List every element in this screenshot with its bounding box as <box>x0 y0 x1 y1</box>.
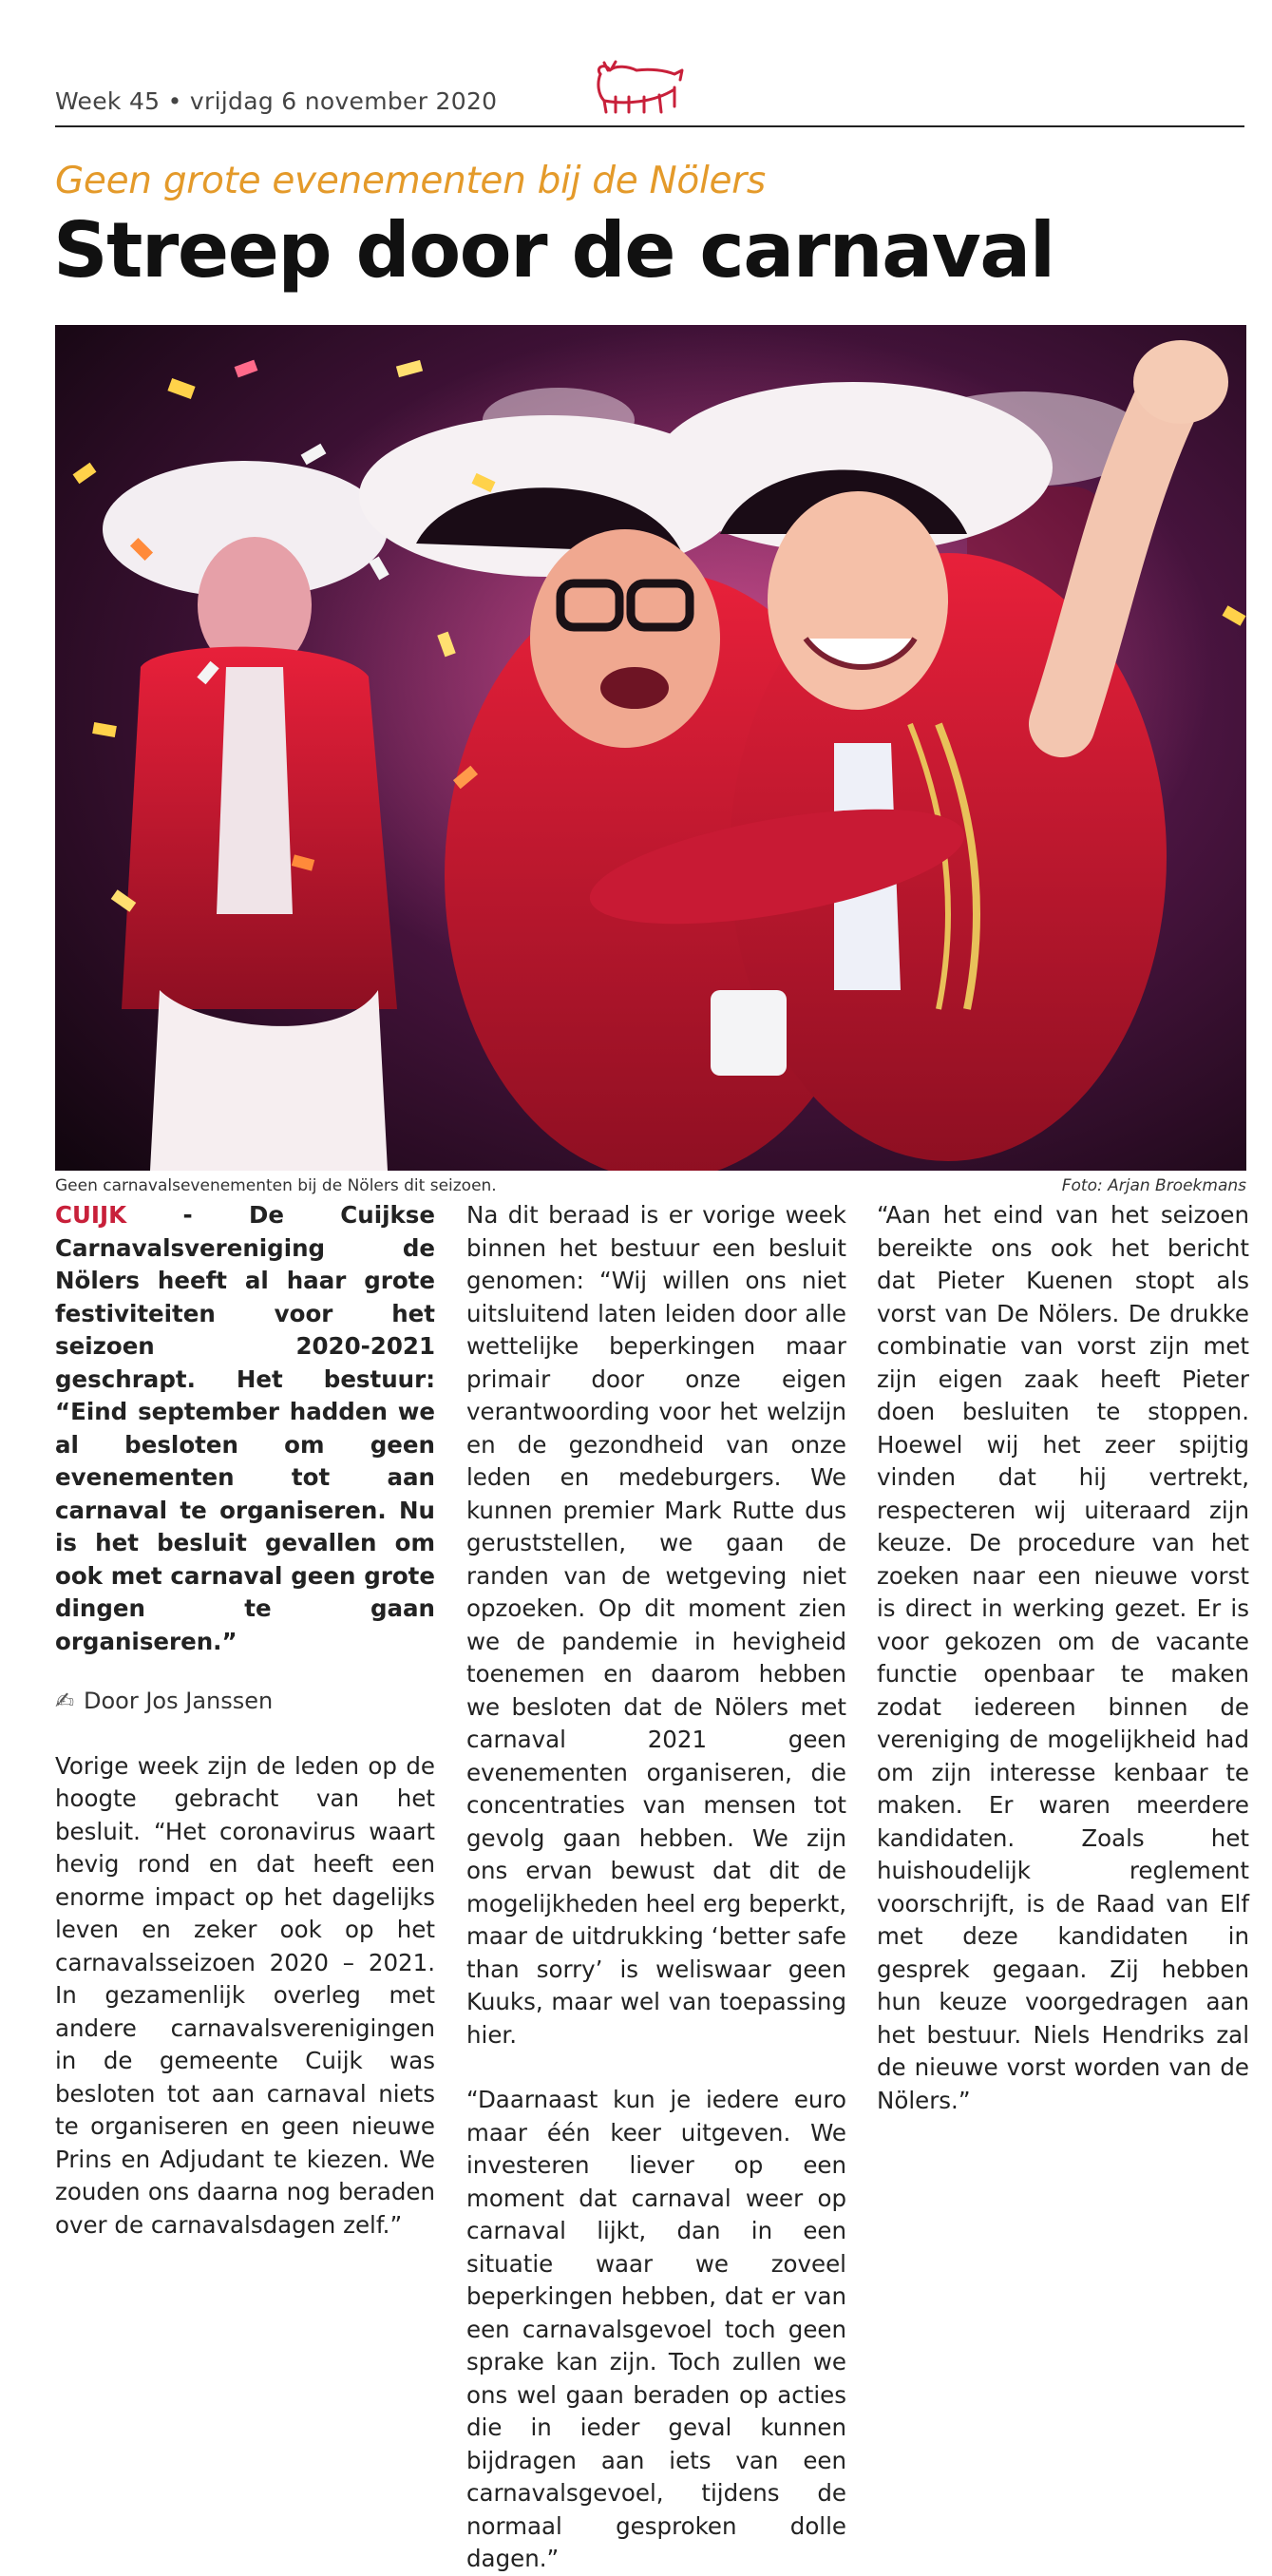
issue-date-line: Week 45 • vrijdag 6 november 2020 <box>55 87 498 115</box>
paragraph: Na dit beraad is er vorige week binnen het bestuur een besluit genomen: “Wij willen ons niet uitsluitend laten leiden door alle wettelijke beperkingen maar primair door onze eigen verantwoording voor het welzijn en de gezondheid van onze leden en medeburgers. We kunnen premier Mark Rutte dus geruststellen, we gaan de randen van de wetgeving niet opzoeken. Op dit moment zien we de pandemie in hevigheid toenemen en daarom hebben we besloten dat de Nölers met carnaval 2021 geen evenementen organiseren, die concentraties van mensen tot gevolg gaan hebben. We zijn ons ervan bewust dat dit de mogelijkheden heel erg beperkt, maar de uitdrukking ‘better safe than sorry’ is weliswaar geen Kuuks, maar wel van toepassing hier. <box>466 1201 846 2049</box>
paragraph: Vorige week zijn de leden op de hoogte gebracht van het besluit. “Het coronavirus waart hevig rond en dat heeft een enorme impact op het dagelijks leven en zeker ook op het carnavalsseizoen 2020 – 2021. In gezamenlijk overleg met andere carnavalsverenigingen in de gemeente Cuijk was besloten tot aan carnaval niets te organiseren en geen nieuwe Prins en Adjudant te kiezen. We zouden ons daarna nog beraden over de carnavalsdagen zelf.” <box>55 1751 435 2239</box>
mascot-horse-logo-icon <box>587 59 692 118</box>
photo-caption: Geen carnavalsevenementen bij de Nölers dit seizoen. <box>55 1176 497 1195</box>
paragraph: “Aan het eind van het seizoen bereikte ons ook het bericht dat Pieter Kuenen stopt als vorst van De Nölers. De drukke combinatie van vorst zijn met zijn eigen zaak heeft Pieter doen besluiten te stoppen. Hoewel wij het zeer spijtig vinden dat hij vertrekt, respecteren wij uiteraard zijn keuze. De procedure van het zoeken naar een nieuwe vorst is direct in werking gezet. Er is voor gekozen om de vacante functie openbaar te maken zodat iedereen binnen de vereniging de mogelijkheid had om zijn interesse kenbaar te maken. Er waren meerdere kandidaten. Zoals het huishoudelijk reglement voorschrijft, is de Raad van Elf met deze kandidaten in gesprek gegaan. Zij hebben hun keuze voorgedragen aan het bestuur. Niels Hendriks zal de nieuwe vorst worden van de Nölers.” <box>877 1201 1249 2114</box>
article-headline: Streep door de carnaval <box>53 206 1054 295</box>
page-header <box>55 84 1244 127</box>
article-kicker: Geen grote evenementen bij de Nölers <box>55 160 766 202</box>
dateline: CUIJK <box>55 1201 127 1229</box>
article-column-2 <box>466 1199 846 2576</box>
carnival-photo-illustration <box>55 325 1246 1171</box>
article-lead <box>55 1199 435 1658</box>
byline <box>55 1685 435 1718</box>
lead-text: - De Cuijkse Carnavalsvereniging de Nölers heeft al haar grote festiviteiten voor het seizoen 2020-2021 geschrapt. Het bestuur: “Eind september hadden we al besloten om geen evenementen tot aan carnaval te organiseren. Nu is het besluit gevallen om ook met carnaval geen grote dingen te gaan organiseren.” <box>55 1201 435 1655</box>
article-column-1 <box>55 1199 435 2242</box>
byline-text: Door Jos Janssen <box>84 1688 274 1714</box>
article-column-3 <box>877 1199 1249 2117</box>
photo-credit: Foto: Arjan Broekmans <box>1061 1176 1246 1195</box>
article-photo <box>55 325 1246 1171</box>
pen-icon: ✍ <box>55 1688 75 1714</box>
paragraph: “Daarnaast kun je iedere euro maar één keer uitgeven. We investeren liever op een moment dat carnaval weer op carnaval lijkt, dan in een situatie waar we zoveel beperkingen hebben, dat er van een carnavalsgevoel toch geen sprake kan zijn. Toch zullen we ons wel gaan beraden op acties die in ieder geval kunnen bijdragen aan iets van een carnavalsgevoel, tijdens de normaal gesproken dolle dagen.” <box>466 2086 846 2572</box>
